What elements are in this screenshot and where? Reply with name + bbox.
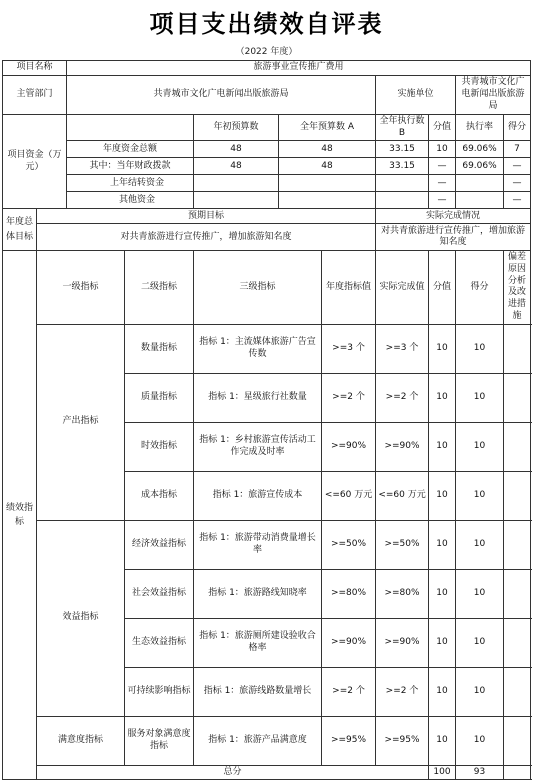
score-max: 10 [429, 716, 456, 765]
score-max: 10 [429, 471, 456, 520]
funds-cell: 69.06% [456, 141, 504, 158]
indicator-header: 三级指标 [194, 251, 322, 324]
funds-cell: — [429, 158, 456, 175]
project-name-value: 旅游事业宣传推广费用 [67, 61, 531, 76]
score: 10 [456, 618, 504, 667]
score: 10 [456, 520, 504, 569]
level2-indicator: 数量指标 [125, 324, 194, 373]
score: 10 [456, 569, 504, 618]
funds-row-label: 其中：当年财政拨款 [67, 158, 194, 175]
score: 10 [456, 667, 504, 716]
deviation-note [504, 471, 531, 520]
score: 10 [456, 373, 504, 422]
score-max: 10 [429, 373, 456, 422]
level3-indicator: 指标 1：主流媒体旅游广告宣传数 [194, 324, 322, 373]
expected-goal-header: 预期目标 [37, 209, 376, 224]
level2-indicator: 服务对象满意度指标 [125, 716, 194, 765]
annual-target: >=3 个 [322, 324, 376, 373]
deviation-note [504, 569, 531, 618]
actual-value: >=2 个 [376, 667, 429, 716]
annual-target: <=60 万元 [322, 471, 376, 520]
funds-cell [376, 192, 429, 209]
annual-target: >=2 个 [322, 667, 376, 716]
funds-cell: — [429, 175, 456, 192]
funds-label: 项目资金（万元） [3, 115, 67, 209]
funds-cell [456, 175, 504, 192]
score-max: 10 [429, 422, 456, 471]
score-max: 10 [429, 324, 456, 373]
funds-cell: 33.15 [376, 158, 429, 175]
actual-result-header: 实际完成情况 [376, 209, 531, 224]
page-title: 项目支出绩效自评表 [149, 9, 384, 38]
funds-cell: 10 [429, 141, 456, 158]
level2-indicator: 经济效益指标 [125, 520, 194, 569]
funds-header: 执行率 [456, 115, 504, 141]
level3-indicator: 指标 1：星级旅行社数量 [194, 373, 322, 422]
actual-result-text: 对共青旅游进行宣传推广，增加旅游知名度 [376, 224, 531, 251]
funds-header: 分值 [429, 115, 456, 141]
level1-output: 产出指标 [37, 324, 125, 520]
indicators-label: 绩效指标 [3, 251, 37, 780]
score-max: 10 [429, 667, 456, 716]
level1-benefit: 效益指标 [37, 520, 125, 716]
annual-target: >=2 个 [322, 373, 376, 422]
dept-value: 共青城市文化广电新闻出版旅游局 [67, 76, 376, 115]
level3-indicator: 指标 1：旅游厕所建设验收合格率 [194, 618, 322, 667]
funds-cell [456, 192, 504, 209]
deviation-note [504, 716, 531, 765]
funds-cell: — [504, 192, 531, 209]
level2-indicator: 生态效益指标 [125, 618, 194, 667]
deviation-note [504, 422, 531, 471]
level2-indicator: 社会效益指标 [125, 569, 194, 618]
total-score: 93 [456, 765, 504, 780]
indicator-header: 得分 [456, 251, 504, 324]
funds-cell: 48 [194, 141, 279, 158]
funds-cell: — [504, 175, 531, 192]
funds-header: 全年执行数 B [376, 115, 429, 141]
annual-target: >=50% [322, 520, 376, 569]
indicator-header: 实际完成值 [376, 251, 429, 324]
annual-target: >=90% [322, 618, 376, 667]
funds-row-label: 其他资金 [67, 192, 194, 209]
deviation-note [504, 667, 531, 716]
annual-target: >=95% [322, 716, 376, 765]
level3-indicator: 指标 1：旅游路线知晓率 [194, 569, 322, 618]
level2-indicator: 时效指标 [125, 422, 194, 471]
funds-cell: — [429, 192, 456, 209]
deviation-note [504, 324, 531, 373]
score: 10 [456, 422, 504, 471]
funds-cell: 7 [504, 141, 531, 158]
annual-goals-label: 年度总体目标 [3, 209, 37, 251]
level3-indicator: 指标 1：旅游线路数量增长 [194, 667, 322, 716]
score-max: 10 [429, 618, 456, 667]
impl-unit-value: 共青城市文化广电新闻出版旅游局 [456, 76, 531, 115]
level3-indicator: 指标 1：旅游带动消费量增长率 [194, 520, 322, 569]
indicator-header: 一级指标 [37, 251, 125, 324]
level2-indicator: 可持续影响指标 [125, 667, 194, 716]
level3-indicator: 指标 1：旅游产品满意度 [194, 716, 322, 765]
funds-row-label: 年度资金总额 [67, 141, 194, 158]
funds-header: 得分 [504, 115, 531, 141]
funds-row-label: 上年结转资金 [67, 175, 194, 192]
indicator-header: 分值 [429, 251, 456, 324]
actual-value: >=3 个 [376, 324, 429, 373]
total-blank [504, 765, 531, 780]
annual-target: >=90% [322, 422, 376, 471]
indicator-header: 二级指标 [125, 251, 194, 324]
project-name-label: 项目名称 [3, 61, 67, 76]
funds-cell: 48 [279, 158, 376, 175]
actual-value: >=50% [376, 520, 429, 569]
funds-cell [194, 175, 279, 192]
total-max: 100 [429, 765, 456, 780]
indicator-header: 偏差原因分析及改进措施 [504, 251, 531, 324]
score-max: 10 [429, 520, 456, 569]
actual-value: >=90% [376, 618, 429, 667]
indicator-header: 年度指标值 [322, 251, 376, 324]
actual-value: >=80% [376, 569, 429, 618]
dept-label: 主管部门 [3, 76, 67, 115]
expected-goal-text: 对共青旅游进行宣传推广，增加旅游知名度 [37, 224, 376, 251]
annual-target: >=80% [322, 569, 376, 618]
funds-cell [279, 192, 376, 209]
actual-value: <=60 万元 [376, 471, 429, 520]
total-label: 总分 [37, 765, 429, 780]
funds-cell [194, 192, 279, 209]
evaluation-table [2, 60, 531, 780]
level1-satisfaction: 满意度指标 [37, 716, 125, 765]
funds-cell [279, 175, 376, 192]
actual-value: >=90% [376, 422, 429, 471]
fiscal-year: （2022 年度） [235, 47, 298, 57]
funds-corner [67, 115, 194, 141]
funds-cell: 48 [194, 158, 279, 175]
deviation-note [504, 373, 531, 422]
level3-indicator: 指标 1：旅游宣传成本 [194, 471, 322, 520]
actual-value: >=2 个 [376, 373, 429, 422]
funds-cell: — [504, 158, 531, 175]
score: 10 [456, 324, 504, 373]
level2-indicator: 成本指标 [125, 471, 194, 520]
actual-value: >=95% [376, 716, 429, 765]
score: 10 [456, 716, 504, 765]
funds-cell: 69.06% [456, 158, 504, 175]
funds-cell: 33.15 [376, 141, 429, 158]
level2-indicator: 质量指标 [125, 373, 194, 422]
deviation-note [504, 520, 531, 569]
funds-header: 年初预算数 [194, 115, 279, 141]
level3-indicator: 指标 1：乡村旅游宣传活动工作完成及时率 [194, 422, 322, 471]
impl-unit-label: 实施单位 [376, 76, 456, 115]
score: 10 [456, 471, 504, 520]
funds-header: 全年预算数 A [279, 115, 376, 141]
deviation-note [504, 618, 531, 667]
funds-cell [376, 175, 429, 192]
funds-cell: 48 [279, 141, 376, 158]
score-max: 10 [429, 569, 456, 618]
